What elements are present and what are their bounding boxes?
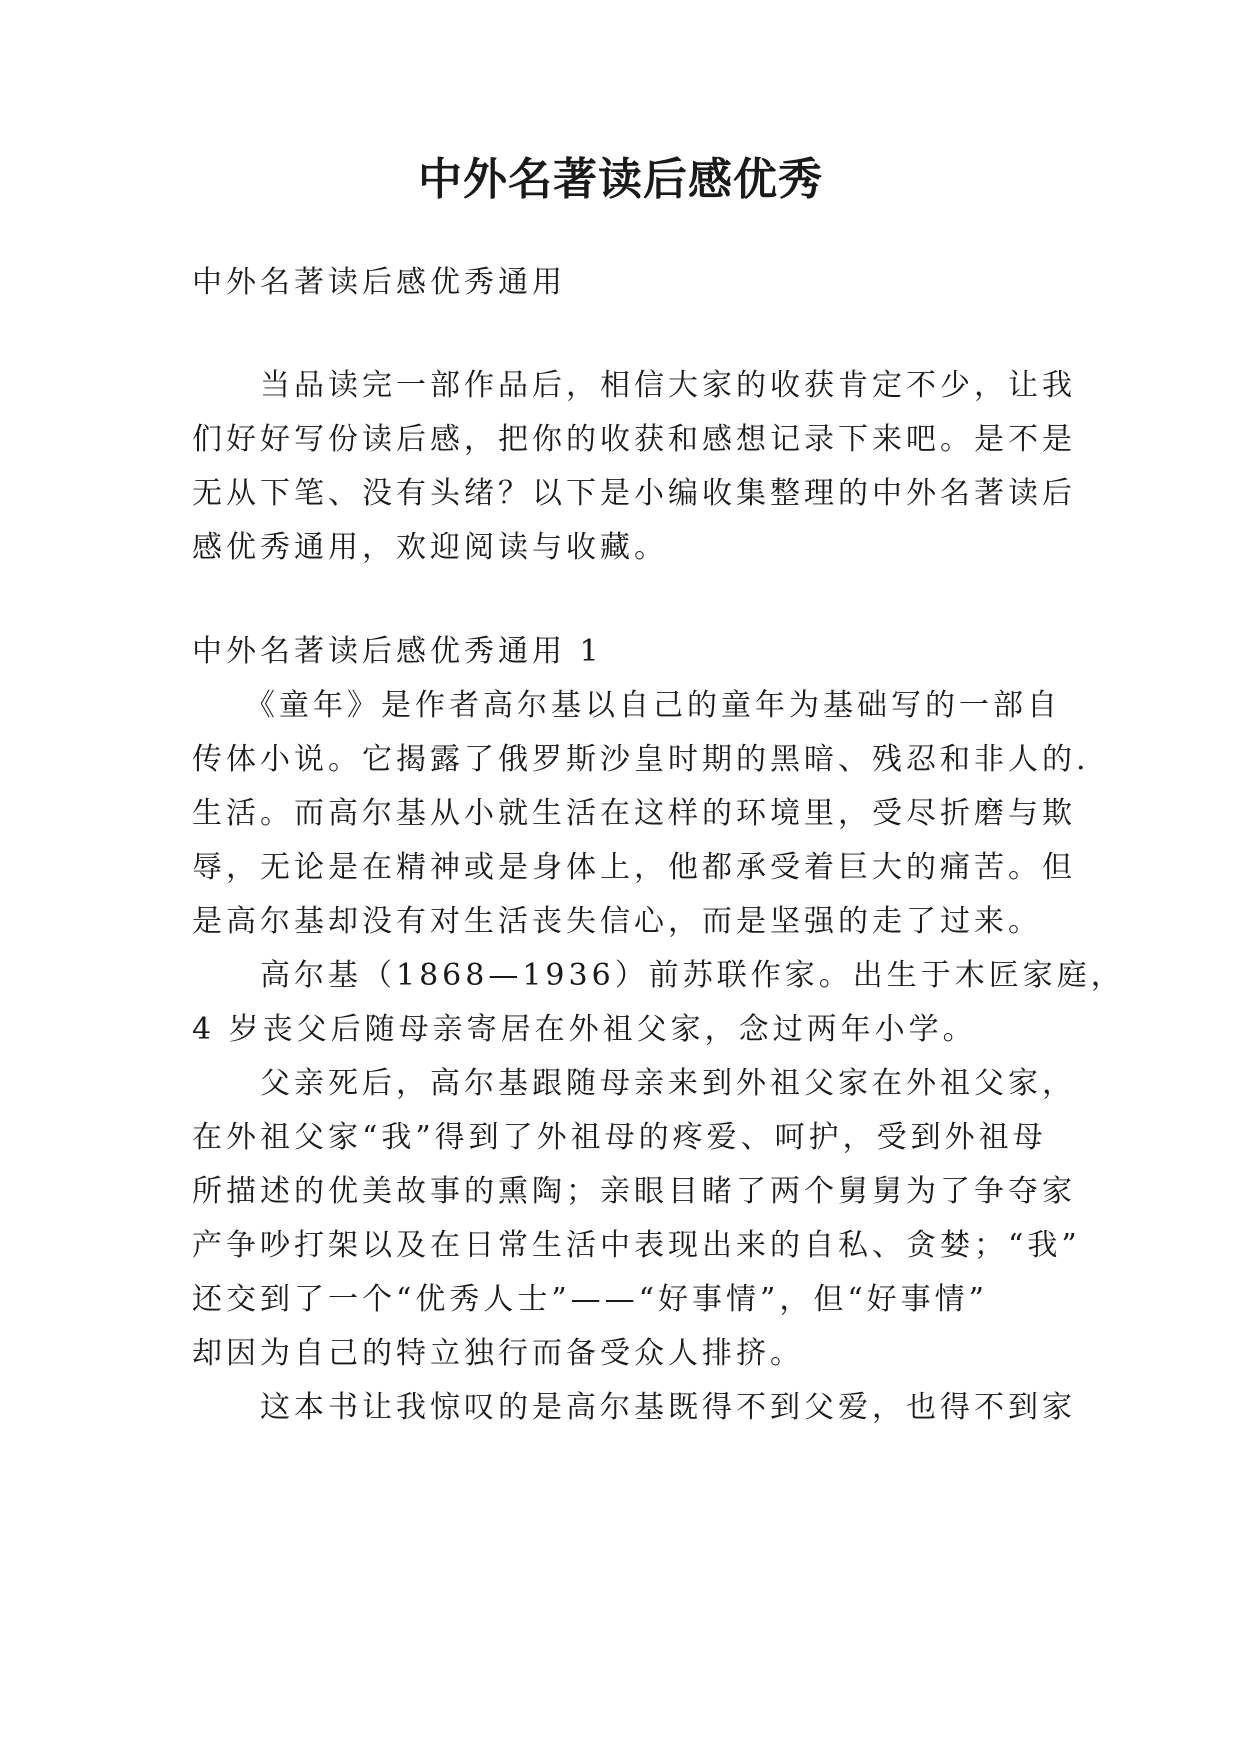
body-line: 传体小说。它揭露了俄罗斯沙皇时期的黑暗、残忍和非人的. (192, 742, 1090, 777)
body-line: 却因为自己的特立独行而备受众人排挤。 (192, 1336, 804, 1371)
section-heading: 中外名著读后感优秀通用 1 (192, 634, 603, 669)
body-line: 还交到了一个“优秀人士”——“好事情”，但“好事情” (192, 1282, 989, 1317)
body-line: 父亲死后，高尔基跟随母亲来到外祖父家在外祖父家， (192, 1066, 1076, 1101)
body-line: 辱，无论是在精神或是身体上，他都承受着巨大的痛苦。但 (192, 850, 1076, 885)
intro-line: 当品读完一部作品后，相信大家的收获肯定不少，让我 (192, 368, 1076, 403)
body-line: 这本书让我惊叹的是高尔基既得不到父爱，也得不到家 (192, 1390, 1076, 1425)
body-line: 生活。而高尔基从小就生活在这样的环境里，受尽折磨与欺 (192, 796, 1076, 831)
body-line: 产争吵打架以及在日常生活中表现出来的自私、贪婪；“我” (192, 1228, 1081, 1263)
intro-line: 感优秀通用，欢迎阅读与收藏。 (192, 530, 668, 565)
intro-line: 们好好写份读后感，把你的收获和感想记录下来吧。是不是 (192, 422, 1076, 457)
body-line: 4 岁丧父后随母亲寄居在外祖父家，念过两年小学。 (192, 1012, 977, 1047)
body-line: 所描述的优美故事的熏陶；亲眼目睹了两个舅舅为了争夺家 (192, 1174, 1076, 1209)
body-line: 《童年》是作者高尔基以自己的童年为基础写的一部自 (192, 688, 1061, 723)
body-line: 高尔基（1868—1936）前苏联作家。出生于木匠家庭， (192, 958, 1125, 993)
document-subtitle: 中外名著读后感优秀通用 (192, 265, 566, 300)
body-line: 是高尔基却没有对生活丧失信心，而是坚强的走了过来。 (192, 904, 1042, 939)
intro-line: 无从下笔、没有头绪？以下是小编收集整理的中外名著读后 (192, 476, 1076, 511)
body-line: 在外祖父家“我”得到了外祖母的疼爱、呵护，受到外祖母 (192, 1120, 1047, 1155)
document-title: 中外名著读后感优秀 (418, 154, 823, 205)
